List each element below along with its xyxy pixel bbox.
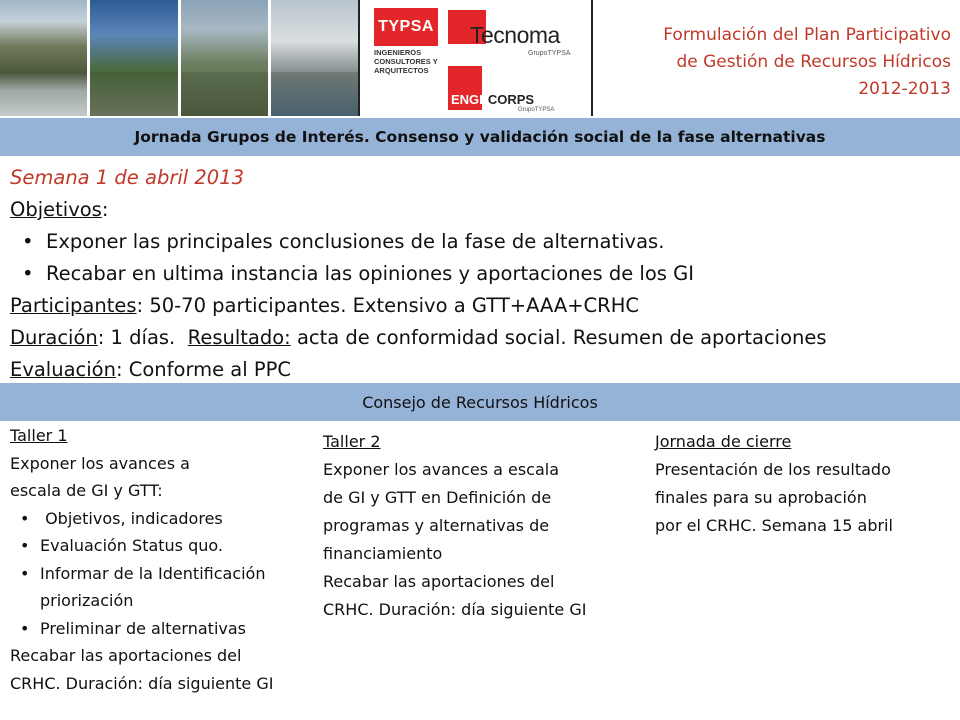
taller-1-outro-2: CRHC. Duración: día siguiente GI [10, 673, 274, 693]
tecnoma-logo: Tecnoma [470, 22, 560, 48]
cierre-line: por el CRHC. Semana 15 abril [655, 516, 893, 535]
taller-1-intro-2: escala de GI y GTT: [10, 481, 163, 500]
engecorps-logo: ENGECORPS [451, 92, 535, 107]
taller-1-intro-1: Exponer los avances a [10, 453, 190, 473]
taller-1-outro-1: Recabar las aportaciones del [10, 646, 242, 665]
tecnoma-tagline: GrupoTYPSA [528, 50, 571, 57]
page-title [596, 22, 951, 103]
typsa-logo: TYPSA [374, 8, 438, 46]
taller-1-title: Taller 1 [10, 426, 68, 445]
list-item: • Exponer las principales conclusiones de la fase de alternativas. [10, 226, 955, 258]
taller-2-line: Exponer los avances a escala [323, 460, 560, 479]
typsa-tagline: INGENIEROS CONSULTORES Y ARQUITECTOS [374, 48, 438, 75]
duration-line: Duración: 1 días. Resultado: acta de conformidad social. Resumen de aportaciones [10, 326, 827, 349]
cierre-title: Jornada de cierre [655, 432, 792, 451]
taller-2-line: financiamiento [323, 544, 443, 563]
header-photo-strip [0, 0, 358, 116]
list-item: • Preliminar de alternativas [10, 615, 340, 643]
list-item: • Recabar en ultima instancia las opiniones y aportaciones de los GI [10, 258, 955, 290]
taller-2-line: de GI y GTT en Definición de [323, 488, 552, 507]
jornada-details [10, 162, 955, 386]
section-banner-consejo: Consejo de Recursos Hídricos [0, 383, 960, 421]
evaluation-line: Evaluación: Conforme al PPC [10, 358, 292, 381]
taller-1-column [10, 422, 340, 697]
title-line-1: Formulación del Plan Participativo [663, 25, 951, 45]
treatment-plant-photo [271, 0, 358, 116]
cierre-line: finales para su aprobación [655, 488, 867, 507]
section-banner-jornada: Jornada Grupos de Interés. Consenso y validación social de la fase alternativas [0, 118, 960, 156]
week-date: Semana 1 de abril 2013 [10, 166, 245, 189]
list-item: • Informar de la Identificación [10, 560, 340, 588]
valley-photo [181, 0, 268, 116]
water-gate-photo [90, 0, 177, 116]
participants-line: Participantes: 50-70 participantes. Extensivo a GTT+AAA+CRHC [10, 294, 639, 317]
taller-2-title: Taller 2 [323, 432, 381, 451]
cierre-column [655, 428, 955, 540]
title-line-2: de Gestión de Recursos Hídricos [676, 52, 951, 72]
taller-1-item-continuation: priorización [40, 591, 134, 610]
mountain-river-photo [0, 0, 87, 116]
taller-2-line: CRHC. Duración: día siguiente GI [323, 600, 587, 619]
list-item: • Evaluación Status quo. [10, 532, 340, 560]
engecorps-tagline: GrupoTYPSA [518, 107, 555, 113]
title-line-3: 2012-2013 [858, 79, 951, 99]
partner-logos [358, 0, 593, 116]
cierre-line: Presentación de los resultado [655, 460, 891, 479]
list-item: • Objetivos, indicadores [10, 505, 340, 533]
taller-2-line: programas y alternativas de [323, 516, 550, 535]
objectives-list [10, 226, 955, 290]
taller-2-column [323, 428, 653, 624]
objectives-heading: Objetivos: [10, 198, 109, 221]
taller-1-list [10, 505, 340, 588]
taller-2-line: Recabar las aportaciones del [323, 572, 555, 591]
